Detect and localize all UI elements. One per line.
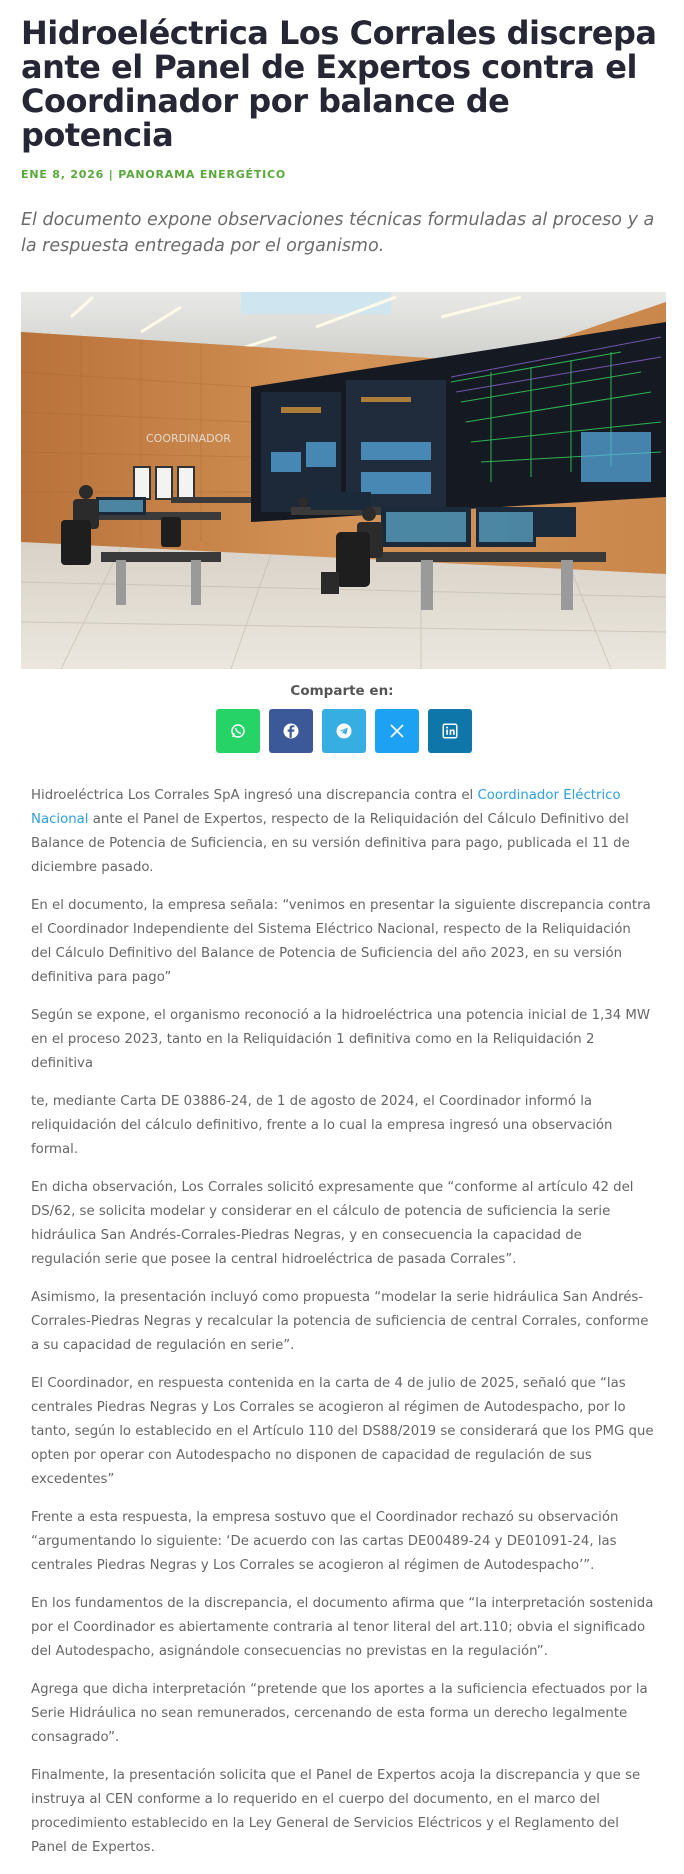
paragraph: Agrega que dicha interpretación “pretende que los aportes a la suficiencia efectuados por la Serie Hidráulica no sean remunerados, cercenando de esta forma un derecho legalmente consagrado”. — [31, 1682, 648, 1745]
paragraph: El Coordinador, en respuesta contenida en la carta de 4 de julio de 2025, señaló que “las centrales Piedras Negras y Los Corrales se acogieron al régimen de Autodespacho, por lo tanto, según lo establecido en el Artículo 110 del DS88/2019 se considerará que los PMG que opten por operar con Autodespacho no disponen de capacidad de regulación de sus excedentes” — [31, 1376, 654, 1487]
article-title: Hidroeléctrica Los Corrales discrepa ante el Panel de Expertos contra el Coordinador por balance de potencia — [21, 14, 657, 154]
hero-image — [21, 292, 666, 669]
whatsapp-icon — [229, 722, 247, 740]
whatsapp-share-button[interactable] — [216, 709, 260, 753]
facebook-icon — [282, 722, 300, 740]
x-share-button[interactable] — [375, 709, 419, 753]
paragraph: En el documento, la empresa señala: “venimos en presentar la siguiente discrepancia contra el Coordinador Independiente del Sistema Eléctrico Nacional, respecto de la Reliquidación del Cálculo Definitivo del Balance de Potencia de Suficiencia del año 2023, en su versión definitiva para pago” — [31, 898, 651, 985]
share-label: Comparte en: — [290, 683, 394, 699]
telegram-share-button[interactable] — [322, 709, 366, 753]
telegram-icon — [335, 722, 353, 740]
paragraph: Asimismo, la presentación incluyó como propuesta “modelar la serie hidráulica San Andrés-Corrales-Piedras Negras y recalcular la potencia de suficiencia de central Corrales, conforme a su capacidad de regulación en serie”. — [31, 1290, 649, 1353]
linkedin-share-button[interactable] — [428, 709, 472, 753]
paragraph-text: Hidroeléctrica Los Corrales SpA ingresó una discrepancia contra el — [31, 788, 478, 803]
article-body — [31, 784, 655, 1874]
share-buttons — [216, 709, 472, 753]
wall-sign-text: COORDINADOR — [146, 432, 231, 445]
article-meta: ENE 8, 2026 | PANORAMA ENERGÉTICO — [21, 168, 287, 181]
coordinador-link[interactable]: Coordinador Eléctrico Nacional — [31, 788, 621, 827]
paragraph: Frente a esta respuesta, la empresa sostuvo que el Coordinador rechazó su observación “argumentando lo siguiente: ‘De acuerdo con las cartas DE00489-24 y DE01091-24, las centrales Piedras Negras y Los Corrales se acogieron al régimen de Autodespacho’”. — [31, 1510, 619, 1573]
facebook-share-button[interactable] — [269, 709, 313, 753]
article-subtitle: El documento expone observaciones técnicas formuladas al proceso y a la respuesta entregada por el organismo. — [21, 210, 655, 256]
paragraph-text: ante el Panel de Expertos, respecto de la Reliquidación del Cálculo Definitivo del Balance de Potencia de Suficiencia, en su versión definitiva para pago, publicada el 11 de diciembre pasado. — [31, 812, 630, 875]
x-icon — [388, 722, 406, 740]
linkedin-icon — [441, 722, 459, 740]
paragraph: te, mediante Carta DE 03886-24, de 1 de agosto de 2024, el Coordinador informó la reliquidación del cálculo definitivo, frente a lo cual la empresa ingresó una observación formal. — [31, 1094, 613, 1157]
paragraph: Según se expone, el organismo reconoció a la hidroeléctrica una potencia inicial de 1,34 MW en el proceso 2023, tanto en la Reliquidación 1 definitiva como en la Reliquidación 2 definitiva — [31, 1008, 651, 1071]
paragraph: En dicha observación, Los Corrales solicitó expresamente que “conforme al artículo 42 del DS/62, se solicita modelar y considerar en el cálculo de potencia de suficiencia la serie hidráulica San Andrés-Corrales-Piedras Negras, y en consecuencia la capacidad de regulación serie que posee la central hidroeléctrica de pasada Corrales”. — [31, 1180, 634, 1267]
paragraph — [31, 784, 655, 880]
paragraph: Finalmente, la presentación solicita que el Panel de Expertos acoja la discrepancia y que se instruya al CEN conforme a lo requerido en el cuerpo del documento, en el marco del procedimiento establecido en la Ley General de Servicios Eléctricos y el Reglamento del Panel de Expertos. — [31, 1768, 641, 1855]
paragraph: En los fundamentos de la discrepancia, el documento afirma que “la interpretación sostenida por el Coordinador es abiertamente contraria al tenor literal del art.110; obvia el significado del Autodespacho, asignándole consecuencias no previstas en la regulación”. — [31, 1596, 654, 1659]
